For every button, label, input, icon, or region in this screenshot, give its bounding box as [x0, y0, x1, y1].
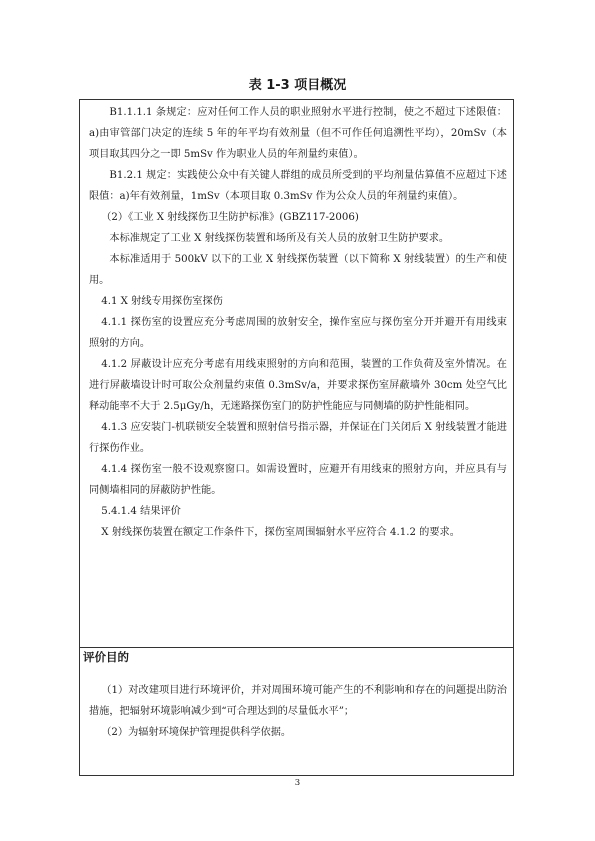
table-title: 表 1-3 项目概况: [248, 78, 347, 93]
paragraph: （2）为辐射环境保护管理提供科学依据。: [101, 727, 292, 738]
paragraph: （1）对改建项目进行环境评价，并对周围环境可能产生的不利影响和存在的问题提出防治措施，把辐射环境影响减少到“可合理达到的尽量低水平”；: [89, 685, 507, 717]
page-number: 3: [294, 778, 301, 788]
paragraph: （2）《工业 X 射线探伤卫生防护标准》(GBZ117-2006): [101, 212, 359, 223]
paragraph: 4.1.2 屏蔽设计应充分考虑有用线束照射的方向和范围，装置的工作负荷及室外情况。在进行屏蔽墙设计时可取公众剂量约束值 0.3mSv/a，并要求探伤室屏蔽墙外 30cm 处空气比释动能率不大于 2.5μGy/h，无迷路探伤室门的防护性能应与同侧墙的防护性能相同。: [89, 359, 507, 412]
paragraph: 4.1 X 射线专用探伤室探伤: [101, 296, 223, 307]
paragraph: X 射线探伤装置在额定工作条件下，探伤室周围辐射水平应符合 4.1.2 的要求。: [101, 527, 460, 538]
section-heading: 评价目的: [83, 650, 129, 664]
paragraph: 本标准适用于 500kV 以下的工业 X 射线探伤装置（以下简称 X 射线装置）的生产和使用。: [89, 254, 507, 286]
purpose-text: [89, 680, 507, 743]
paragraph: 4.1.3 应安装门-机联锁安全装置和照射信号指示器，并保证在门关闭后 X 射线装置才能进行探伤作业。: [89, 422, 507, 454]
standards-text: [89, 102, 507, 543]
paragraph: B1.2.1 规定：实践使公众中有关键人群组的成员所受到的平均剂量估算值不应超过下述限值：a)年有效剂量，1mSv（本项目取 0.3mSv 作为公众人员的年剂量约束值）。: [89, 170, 507, 202]
paragraph: 4.1.4 探伤室一般不设观察窗口。如需设置时，应避开有用线束的照射方向，并应具有与同侧墙相同的屏蔽防护性能。: [89, 464, 507, 496]
paragraph: 4.1.1 探伤室的设置应充分考虑周围的放射安全，操作室应与探伤室分开并避开有用线束照射的方向。: [89, 317, 507, 349]
paragraph: 5.4.1.4 结果评价: [101, 506, 181, 517]
paragraph: B1.1.1.1 条规定：应对任何工作人员的职业照射水平进行控制，使之不超过下述限值：a)由审管部门决定的连续 5 年的年平均有效剂量（但不可作任何追溯性平均），20mSv（本项目取其四分之一即 5mSv 作为职业人员的年剂量约束值）。: [89, 107, 507, 160]
paragraph: 本标准规定了工业 X 射线探伤装置和场所及有关人员的放射卫生防护要求。: [109, 233, 450, 244]
section-divider: [79, 647, 514, 648]
